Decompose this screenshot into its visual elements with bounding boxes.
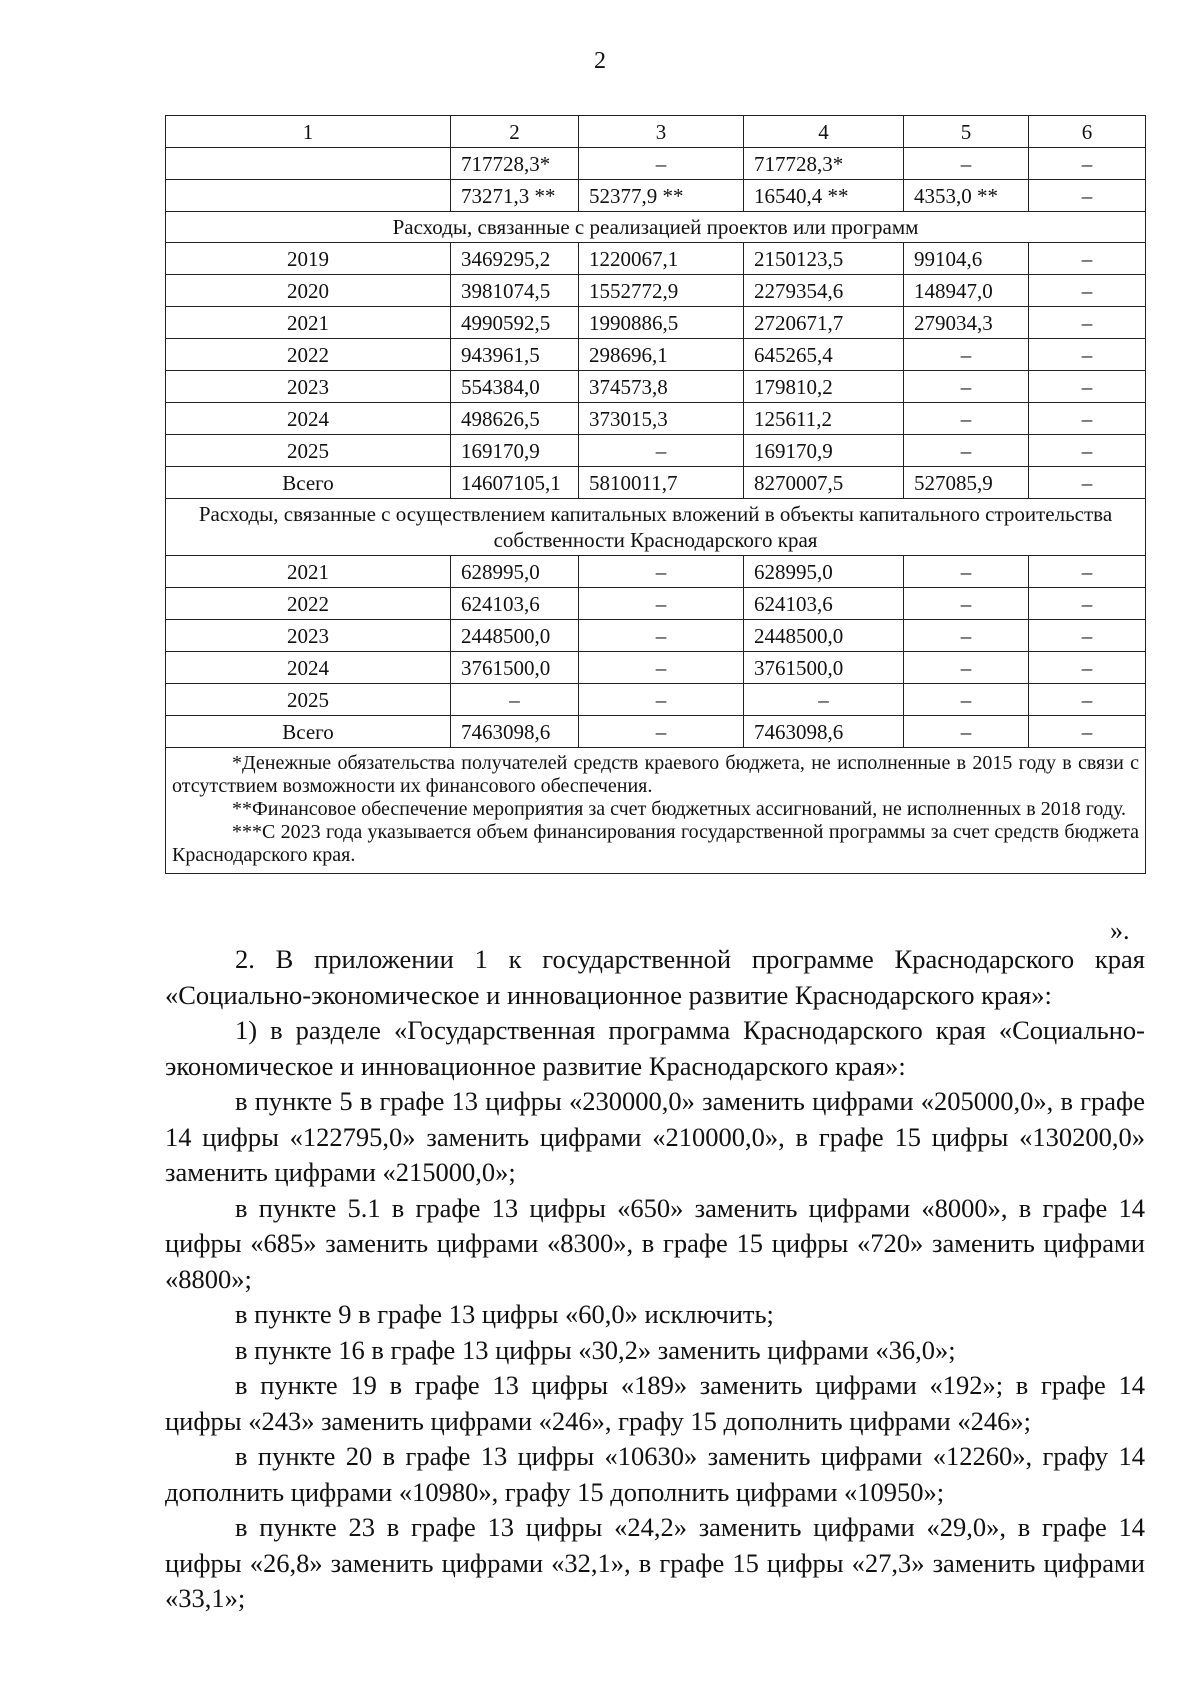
table-cell: 624103,6 [744, 588, 904, 620]
table-cell: 14607105,1 [451, 467, 579, 499]
table-cell: 4990592,5 [451, 307, 579, 339]
table-cell [166, 180, 451, 212]
paragraph: в пункте 5 в графе 13 цифры «230000,0» заменить цифрами «205000,0», в графе 14 цифры «122795,0» заменить цифрами «210000,0», в графе 15 цифры «130200,0» заменить цифрами «215000,0»; [165, 1086, 1145, 1187]
table-cell: 3761500,0 [451, 652, 579, 684]
paragraph: в пункте 16 в графе 13 цифры «30,2» заменить цифрами «36,0»; [235, 1334, 956, 1365]
table-cell: 3469295,2 [451, 243, 579, 275]
table-row [166, 148, 1146, 180]
table-cell: 2448500,0 [744, 620, 904, 652]
table-cell: 717728,3* [451, 148, 579, 180]
closing-quote: ». [1110, 916, 1130, 945]
table-cell: – [904, 371, 1029, 403]
table-cell: 298696,1 [579, 339, 744, 371]
section-title: Расходы, связанные с реализацией проектов или программ [166, 212, 1146, 243]
table-cell: 169170,9 [744, 435, 904, 467]
table-cell: – [1029, 652, 1146, 684]
table-cell: 624103,6 [451, 588, 579, 620]
table-cell: Всего [166, 467, 451, 499]
table-cell: – [744, 684, 904, 716]
table-cell: – [1029, 243, 1146, 275]
table-cell: – [904, 652, 1029, 684]
table-cell: 2024 [166, 652, 451, 684]
table-cell: 279034,3 [904, 307, 1029, 339]
table-cell: – [904, 556, 1029, 588]
table-row [166, 371, 1146, 403]
table-cell: 1 [166, 116, 451, 148]
paragraph: в пункте 9 в графе 13 цифры «60,0» исключить; [235, 1299, 774, 1329]
table-cell: 2021 [166, 307, 451, 339]
table-row [166, 620, 1146, 652]
table-cell: 2025 [166, 435, 451, 467]
table-cell: 2023 [166, 620, 451, 652]
table-cell: 5 [904, 116, 1029, 148]
table-cell: – [1029, 556, 1146, 588]
table-cell: – [904, 588, 1029, 620]
table-row [166, 435, 1146, 467]
table-cell: 99104,6 [904, 243, 1029, 275]
table-cell: – [579, 716, 744, 748]
table-row [166, 467, 1146, 499]
table-cell: – [904, 339, 1029, 371]
page-number: 2 [594, 48, 606, 74]
section-title: Расходы, связанные с осуществлением капитальных вложений в объекты капитального строительства собственности Краснодарского края [166, 499, 1146, 556]
table-cell: – [904, 148, 1029, 180]
table-cell: 2720671,7 [744, 307, 904, 339]
table-cell: – [579, 435, 744, 467]
paragraph: в пункте 19 в графе 13 цифры «189» заменить цифрами «192»; в графе 14 цифры «243» заменить цифрами «246», графу 15 дополнить цифрами «246»; [165, 1370, 1145, 1436]
table-header-row [166, 116, 1146, 148]
table-cell: 2023 [166, 371, 451, 403]
amendment-text [165, 942, 1145, 1617]
table-cell: 1220067,1 [579, 243, 744, 275]
table-row [166, 339, 1146, 371]
table-cell: 2448500,0 [451, 620, 579, 652]
table-cell: 2025 [166, 684, 451, 716]
table-cell: 125611,2 [744, 403, 904, 435]
table-cell: 2150123,5 [744, 243, 904, 275]
table-cell: 8270007,5 [744, 467, 904, 499]
table-cell: – [904, 684, 1029, 716]
table-cell: 554384,0 [451, 371, 579, 403]
table-cell: – [579, 588, 744, 620]
paragraph: в пункте 20 в графе 13 цифры «10630» заменить цифрами «12260», графу 14 дополнить цифрами «10980», графу 15 дополнить цифрами «10950»; [165, 1441, 1145, 1507]
table-cell: 2024 [166, 403, 451, 435]
table-row [166, 275, 1146, 307]
footnote: **Финансовое обеспечение мероприятия за счет бюджетных ассигнований, не исполненных в 2018 году. [232, 798, 1127, 820]
table-cell: 2279354,6 [744, 275, 904, 307]
table-cell: 148947,0 [904, 275, 1029, 307]
table-notes [166, 748, 1146, 874]
table-row [166, 307, 1146, 339]
table-cell: – [1029, 467, 1146, 499]
table-row [166, 556, 1146, 588]
table-cell: 1552772,9 [579, 275, 744, 307]
table-cell: 2022 [166, 588, 451, 620]
table-cell: – [451, 684, 579, 716]
table-row [166, 716, 1146, 748]
table-cell: 2019 [166, 243, 451, 275]
table-cell: – [579, 556, 744, 588]
table-cell: – [579, 652, 744, 684]
table-cell: – [1029, 588, 1146, 620]
table-cell: 52377,9 ** [579, 180, 744, 212]
table-cell: 7463098,6 [744, 716, 904, 748]
table-cell: – [1029, 371, 1146, 403]
table-cell: 73271,3 ** [451, 180, 579, 212]
table-row [166, 243, 1146, 275]
table-cell: – [579, 148, 744, 180]
table-cell: 16540,4 ** [744, 180, 904, 212]
table-cell: – [904, 620, 1029, 652]
table-cell: – [1029, 684, 1146, 716]
table-cell: 4 [744, 116, 904, 148]
table-cell: – [1029, 403, 1146, 435]
table-cell: 2021 [166, 556, 451, 588]
table-cell: 943961,5 [451, 339, 579, 371]
table-cell: 169170,9 [451, 435, 579, 467]
paragraph: в пункте 23 в графе 13 цифры «24,2» заменить цифрами «29,0», в графе 14 цифры «26,8» заменить цифрами «32,1», в графе 15 цифры «27,3» заменить цифрами «33,1»; [165, 1512, 1145, 1613]
table-cell: – [579, 620, 744, 652]
table-cell: Всего [166, 716, 451, 748]
table-cell: 628995,0 [451, 556, 579, 588]
section-row [166, 212, 1146, 243]
table-cell: 3981074,5 [451, 275, 579, 307]
section-row [166, 499, 1146, 556]
table-cell: 3761500,0 [744, 652, 904, 684]
table-cell: 628995,0 [744, 556, 904, 588]
table-cell: 6 [1029, 116, 1146, 148]
table-cell: 717728,3* [744, 148, 904, 180]
table-cell [166, 148, 451, 180]
table-cell: 4353,0 ** [904, 180, 1029, 212]
table-cell: – [1029, 716, 1146, 748]
table-cell: – [1029, 148, 1146, 180]
financing-table [165, 115, 1146, 874]
table-cell: 2020 [166, 275, 451, 307]
table-row [166, 588, 1146, 620]
table-cell: 2 [451, 116, 579, 148]
table-cell: – [1029, 620, 1146, 652]
paragraph: 2. В приложении 1 к государственной программе Краснодарского края «Социально-экономическое и инновационное развитие Краснодарского края»: [165, 944, 1145, 1010]
footnote: *Денежные обязательства получателей средств краевого бюджета, не исполненные в 2015 году в связи с отсутствием возможности их финансового обеспечения. [172, 752, 1139, 797]
table-cell: 1990886,5 [579, 307, 744, 339]
table-row [166, 403, 1146, 435]
table-cell: 5810011,7 [579, 467, 744, 499]
table-cell: – [904, 716, 1029, 748]
table-cell: – [1029, 307, 1146, 339]
table-cell: 374573,8 [579, 371, 744, 403]
table-cell: – [904, 403, 1029, 435]
table-cell: – [1029, 180, 1146, 212]
table-cell: 645265,4 [744, 339, 904, 371]
table-cell: 498626,5 [451, 403, 579, 435]
table-cell: 373015,3 [579, 403, 744, 435]
table-cell: 527085,9 [904, 467, 1029, 499]
notes-row [166, 748, 1146, 874]
table-row [166, 684, 1146, 716]
table-cell: – [1029, 435, 1146, 467]
paragraph: в пункте 5.1 в графе 13 цифры «650» заменить цифрами «8000», в графе 14 цифры «685» заменить цифрами «8300», в графе 15 цифры «720» заменить цифрами «8800»; [165, 1192, 1145, 1294]
table-row [166, 180, 1146, 212]
table-cell: – [1029, 275, 1146, 307]
paragraph: 1) в разделе «Государственная программа Краснодарского края «Социально-экономическое и инновационное развитие Краснодарского края»: [165, 1015, 1145, 1081]
footnote: ***С 2023 года указывается объем финансирования государственной программы за счет средств бюджета Краснодарского края. [172, 821, 1139, 866]
table-cell: 2022 [166, 339, 451, 371]
table-cell: 7463098,6 [451, 716, 579, 748]
table-cell: 3 [579, 116, 744, 148]
table-cell: – [904, 435, 1029, 467]
table-cell: – [579, 684, 744, 716]
table-cell: 179810,2 [744, 371, 904, 403]
table-cell: – [1029, 339, 1146, 371]
table-row [166, 652, 1146, 684]
